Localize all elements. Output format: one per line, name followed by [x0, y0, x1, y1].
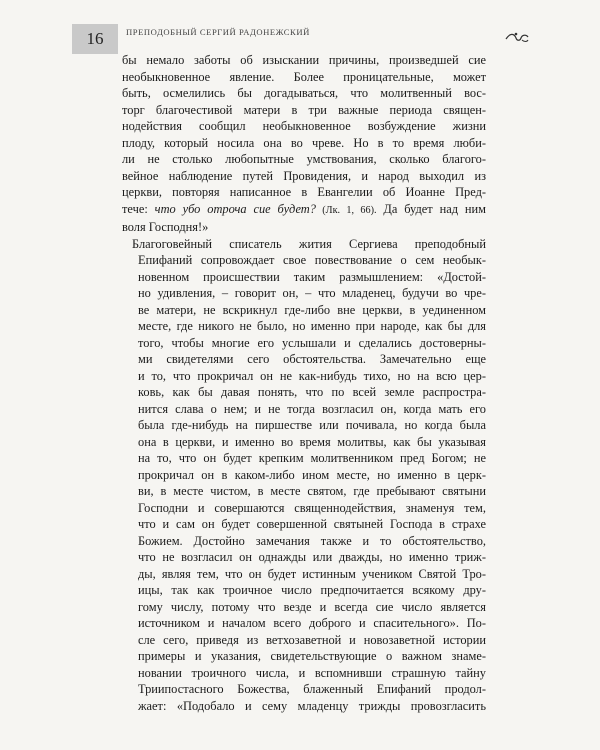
text-line: ве матери, не вскрикнул где-либо вне церкви, в уединенном	[138, 302, 486, 317]
text-line: Триипостасного Божества, блаженный Епифаний продол-	[138, 682, 486, 696]
text-line: новенном происшествии таким размышлением: «Достой-	[138, 269, 486, 284]
text-line: Епифаний сопровождает свое повествование о сем необык-	[138, 253, 486, 267]
text-line: нодействия сообщил необыкновенное возбуждение жизни	[122, 119, 486, 133]
text-line: источником и началом всего доброго и спасительного». По-	[138, 616, 486, 630]
text-line: церкви, повторяя написанное в Евангелии об Иоанне Пред-	[122, 185, 486, 199]
text-line: сле сего, приведя из ветхозаветной и новозаветной истории	[138, 632, 486, 647]
running-head: ПРЕПОДОБНЫЙ СЕРГИЙ РАДОНЕЖСКИЙ	[126, 27, 310, 37]
text-line: она в церкви, и именно во время молитвы, как бы указывая	[138, 434, 486, 449]
text-line: но удивления, – говорит он, – что младенец, будучи во чре-	[138, 286, 486, 300]
paragraph-1	[122, 52, 486, 236]
text-line: ми свидетелями сего обстоятельства. Замечательно еще	[138, 352, 486, 366]
text-line: что не возгласил он однажды или дважды, но именно триж-	[138, 550, 486, 564]
text-line: торг благочестивой матери в три важные периода священ-	[122, 102, 486, 117]
text-line: нится слава о нем; и не тогда возгласил он, когда мать его	[138, 401, 486, 416]
text-line: на то, что он будет крепким молитвенником пред Богом; не	[138, 451, 486, 465]
text-line: Господни и совершаются священнодействия, знаменуя тем,	[138, 500, 486, 515]
text-line: воля Господня!»	[122, 220, 209, 234]
text-line: ковь, как бы давая понять, что по всей земле распростра-	[138, 385, 486, 399]
text-line: необыкновенное явление. Более проницательные, может	[122, 69, 486, 84]
text-line: прокричал он в каком-либо ином месте, но именно в церк-	[138, 467, 486, 482]
text-line: новании троичного числа, и вспомнивши страшную тайну	[138, 665, 486, 680]
text-line: что и сам он будет совершенной святыней Господа в страхе	[138, 517, 486, 531]
text-line: ли не столько любопытные умствования, сколько благого-	[122, 152, 486, 166]
text-line: ви, в месте чистом, в месте святом, где пребывают святыни	[138, 484, 486, 498]
text-line: была где-нибудь на пиршестве или почивала, но когда была	[138, 418, 486, 432]
page-header	[72, 24, 530, 54]
text-line: того, чтобы многие его услышали и сделались достоверны-	[138, 335, 486, 350]
text-line: и то, что прокричал он не как-нибудь тихо, но на всю цер-	[138, 368, 486, 383]
scripture-quote: что убо отроча сие будет?	[154, 201, 316, 216]
text-line: примеры и указания, свидетельствующие о важном знаме-	[138, 649, 486, 663]
line-suffix: Да будет над ним	[376, 201, 486, 216]
text-line: Благоговейный списатель жития Сергиева преподобный	[132, 236, 486, 251]
body-text	[122, 52, 486, 714]
text-line: ды, являя тем, что он будет истинным учеником Святой Тро-	[138, 566, 486, 581]
text-line: жает: «Подобало и сему младенцу трижды провозгласить	[138, 698, 486, 713]
text-line: вейное наблюдение путей Провидения, и народ выходил из	[122, 168, 486, 183]
text-line: бы немало заботы об изыскании причины, произведшей сие	[122, 53, 486, 67]
fleuron-icon	[504, 30, 530, 44]
text-line: плоду, который носила она во чреве. Но в то время люби-	[122, 135, 486, 150]
line-prefix: тече:	[122, 201, 155, 216]
text-line: Божием. Достойно замечания также и то обстоятельство,	[138, 533, 486, 548]
text-line: быть, осмелились бы догадываться, что молитвенный вос-	[122, 86, 486, 100]
text-line-quote	[122, 201, 486, 220]
paragraph-2	[122, 236, 486, 715]
text-line: гому числу, потому что везде и всегда сие число является	[138, 599, 486, 614]
text-line: ицы, так как троичное число предпочитается всякому дру-	[138, 583, 486, 597]
page-number: 16	[72, 24, 118, 54]
text-line: месте, где никого не было, но именно при народе, как бы для	[138, 319, 486, 333]
scripture-citation: (Лк. 1, 66).	[315, 204, 377, 216]
